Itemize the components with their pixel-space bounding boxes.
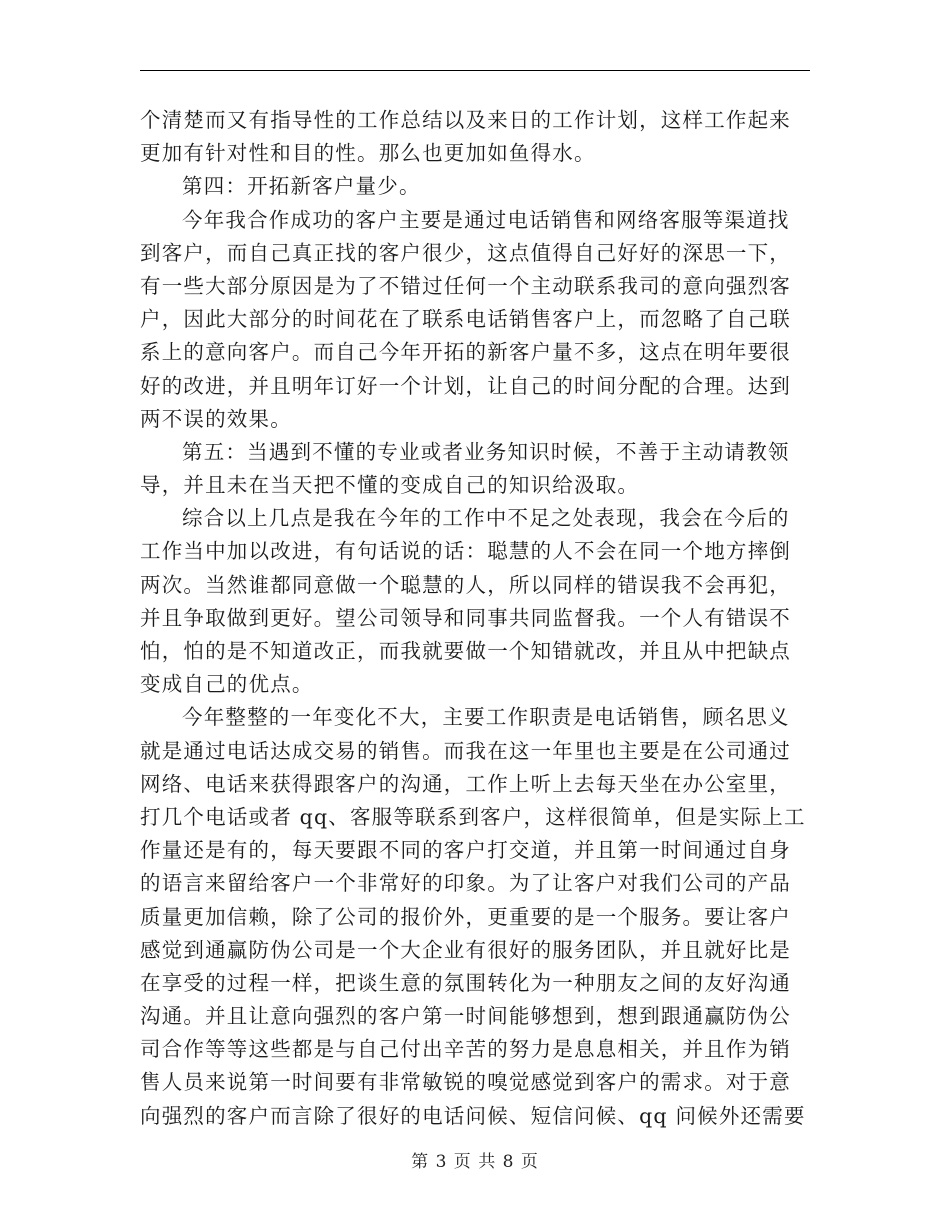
- text-line: 质量更加信赖，除了公司的报价外，更重要的是一个服务。要让客户: [140, 904, 791, 929]
- text-line: 司合作等等这些都是与自己付出辛苦的努力是息息相关，并且作为销: [140, 1037, 791, 1062]
- text-line: 今年我合作成功的客户主要是通过电话销售和网络客服等渠道找: [182, 207, 790, 232]
- text-line: 工作当中加以改进，有句话说的话：聪慧的人不会在同一个地方摔倒: [140, 539, 791, 564]
- text-line: 系上的意向客户。而自己今年开拓的新客户量不多，这点在明年要很: [140, 340, 791, 365]
- text-line: 好的改进，并且明年订好一个计划，让自己的时间分配的合理。达到: [140, 373, 791, 398]
- text-line: 导，并且未在当天把不懂的变成自己的知识给汲取。: [140, 473, 640, 498]
- text-line: 的语言来留给客户一个非常好的印象。为了让客户对我们公司的产品: [140, 871, 791, 896]
- text-line: 打几个电话或者 qq、客服等联系到客户，这样很简单，但是实际上工: [140, 804, 806, 829]
- text-line: 在享受的过程一样，把谈生意的氛围转化为一种朋友之间的友好沟通: [140, 970, 791, 995]
- page-footer: 第 3 页 共 8 页: [411, 1152, 539, 1172]
- text-line: 沟通。并且让意向强烈的客户第一时间能够想到，想到跟通赢防伪公: [140, 1004, 791, 1029]
- text-line: 第四：开拓新客户量少。: [182, 174, 421, 199]
- text-line: 感觉到通赢防伪公司是一个大企业有很好的服务团队，并且就好比是: [140, 937, 791, 962]
- text-line: 更加有针对性和目的性。那么也更加如鱼得水。: [140, 141, 596, 166]
- text-line: 到客户，而自己真正找的客户很少，这点值得自己好好的深思一下，: [140, 240, 791, 265]
- text-line: 户，因此大部分的时间花在了联系电话销售客户上，而忽略了自己联: [140, 307, 791, 332]
- document-body: [140, 104, 810, 1133]
- text-line: 向强烈的客户而言除了很好的电话问候、短信问候、qq 问候外还需要: [140, 1103, 806, 1128]
- text-line: 今年整整的一年变化不大，主要工作职责是电话销售，顾名思义: [182, 705, 790, 730]
- text-line: 有一些大部分原因是为了不错过任何一个主动联系我司的意向强烈客: [140, 273, 791, 298]
- text-line: 作量还是有的，每天要跟不同的客户打交道，并且第一时间通过自身: [140, 838, 791, 863]
- text-line: 并且争取做到更好。望公司领导和同事共同监督我。一个人有错误不: [140, 605, 791, 630]
- header-rule: [140, 70, 810, 71]
- text-line: 售人员来说第一时间要有非常敏锐的嗅觉感觉到客户的需求。对于意: [140, 1070, 791, 1095]
- text-line: 第五：当遇到不懂的专业或者业务知识时候，不善于主动请教领: [182, 439, 790, 464]
- text-line: 综合以上几点是我在今年的工作中不足之处表现，我会在今后的: [182, 506, 790, 531]
- text-line: 两不误的效果。: [140, 406, 292, 431]
- text-line: 个清楚而又有指导性的工作总结以及来日的工作计划，这样工作起来: [140, 108, 791, 132]
- text-line: 怕，怕的是不知道改正，而我就要做一个知错就改，并且从中把缺点: [140, 639, 791, 663]
- text-line: 网络、电话来获得跟客户的沟通，工作上听上去每天坐在办公室里，: [140, 771, 791, 796]
- text-line: 就是通过电话达成交易的销售。而我在这一年里也主要是在公司通过: [140, 738, 791, 763]
- text-line: 两次。当然谁都同意做一个聪慧的人，所以同样的错误我不会再犯，: [140, 572, 791, 597]
- text-line: 变成自己的优点。: [140, 672, 314, 697]
